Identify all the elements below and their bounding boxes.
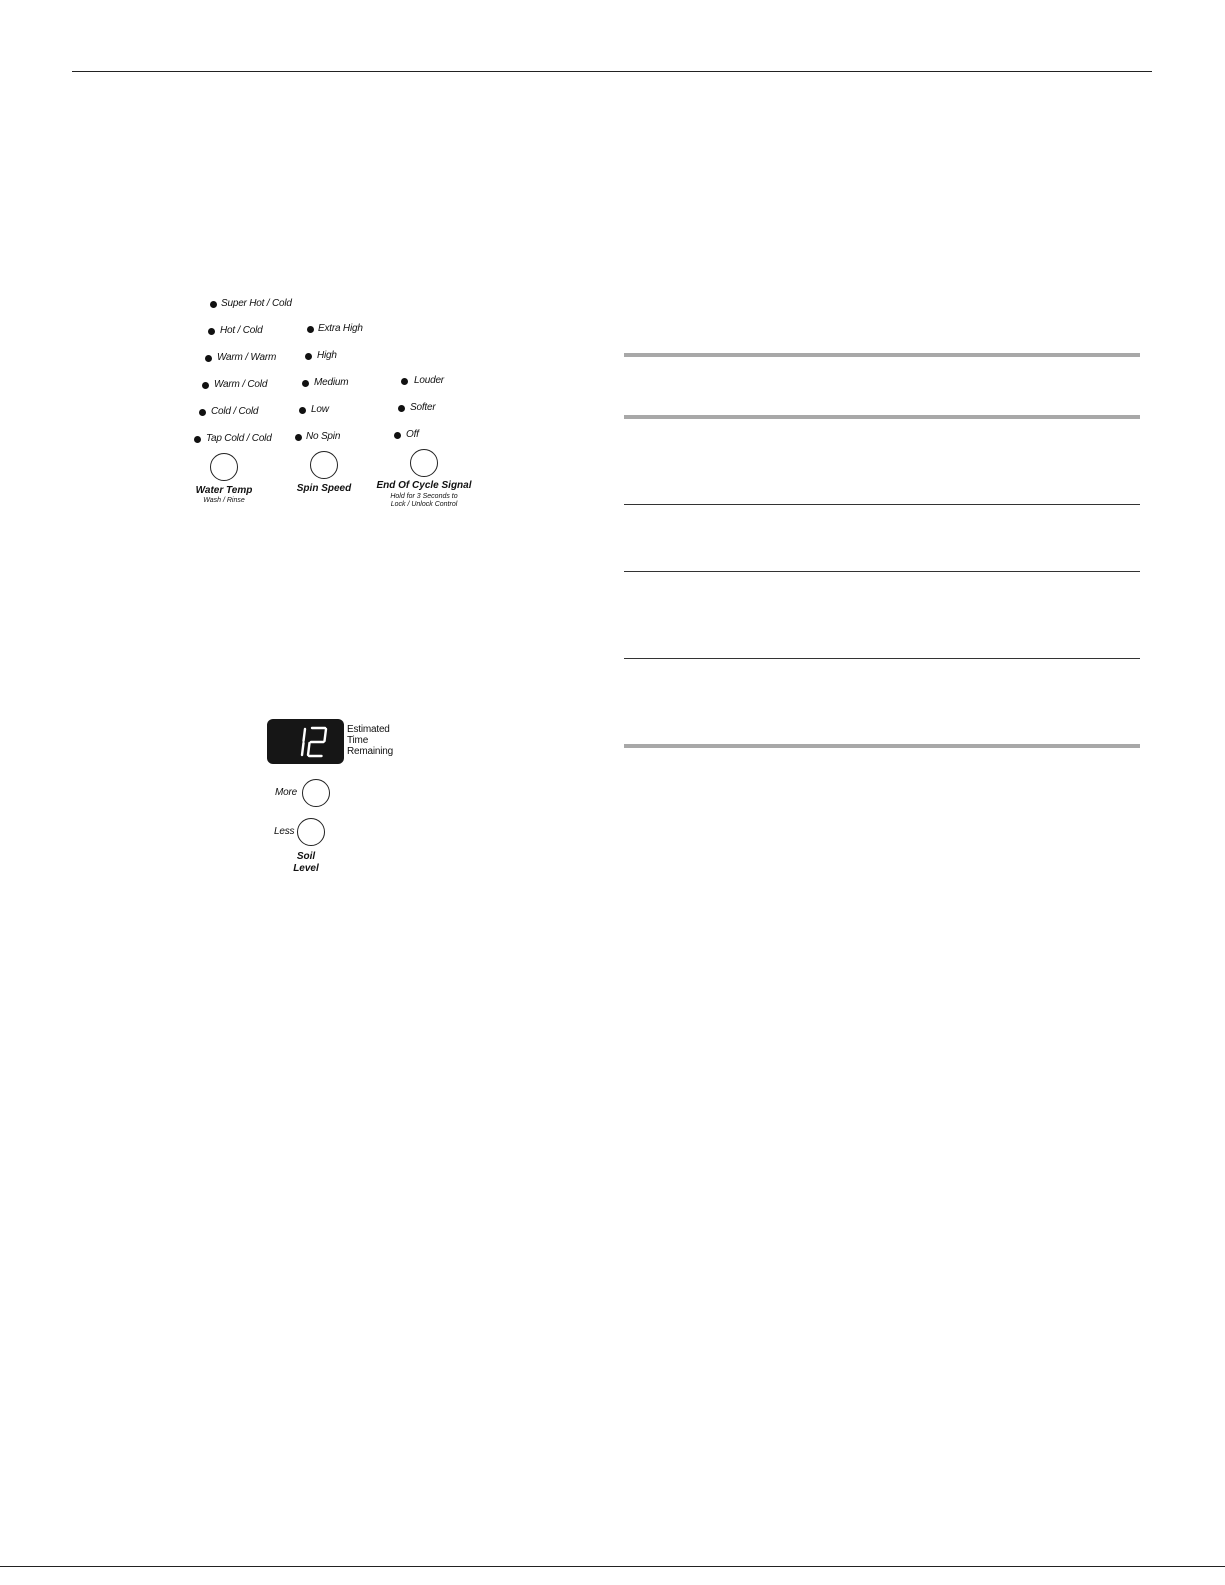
indicator-light	[307, 326, 314, 333]
top-rule	[72, 71, 1152, 72]
time-remaining-display	[267, 719, 344, 764]
segment	[325, 729, 327, 741]
table-row-rule	[624, 658, 1140, 659]
indicator-light	[210, 301, 217, 308]
water-temp-button[interactable]	[210, 453, 238, 481]
spin-speed-title: Spin Speed	[296, 483, 352, 494]
end-of-cycle-title: End Of Cycle Signal	[376, 480, 472, 491]
indicator-light	[194, 436, 201, 443]
water-temp-title: Water Temp	[195, 485, 253, 496]
end-of-cycle-option: Softer	[410, 402, 436, 413]
table-header-rule	[624, 415, 1140, 419]
end-of-cycle-option: Off	[406, 429, 419, 440]
indicator-light	[394, 432, 401, 439]
soil-less-label: Less	[274, 826, 295, 837]
spin-speed-option: No Spin	[306, 431, 341, 442]
bottom-rule	[0, 1566, 1225, 1567]
time-label: Time	[347, 735, 369, 746]
soil-more-button[interactable]	[302, 779, 330, 807]
soil-more-label: More	[275, 787, 297, 798]
indicator-light	[295, 434, 302, 441]
indicator-light	[202, 382, 209, 389]
end-of-cycle-signal-button[interactable]	[410, 449, 438, 477]
water-temp-option: Hot / Cold	[220, 325, 263, 336]
indicator-light	[199, 409, 206, 416]
table-bottom-rule	[624, 744, 1140, 748]
seven-segment-digits	[267, 719, 344, 764]
water-temp-option: Tap Cold / Cold	[206, 433, 272, 444]
table-top-rule	[624, 353, 1140, 357]
water-temp-subtitle: Wash / Rinse	[203, 497, 245, 504]
indicator-light	[305, 353, 312, 360]
indicator-light	[205, 355, 212, 362]
estimated-label: Estimated	[347, 724, 390, 735]
end-of-cycle-option: Louder	[414, 375, 444, 386]
spin-speed-option: Low	[311, 404, 329, 415]
remaining-label: Remaining	[347, 746, 394, 757]
end-of-cycle-subtitle-line1: Hold for 3 Seconds to	[390, 493, 458, 500]
indicator-light	[299, 407, 306, 414]
water-temp-option: Super Hot / Cold	[221, 298, 292, 309]
segment	[304, 729, 306, 741]
segment	[302, 743, 304, 755]
spin-speed-option: High	[317, 350, 337, 361]
water-temp-option: Cold / Cold	[211, 406, 259, 417]
spin-speed-button[interactable]	[310, 451, 338, 479]
water-temp-option: Warm / Warm	[217, 352, 277, 363]
water-temp-option: Warm / Cold	[214, 379, 268, 390]
indicator-light	[398, 405, 405, 412]
indicator-light	[208, 328, 215, 335]
indicator-light	[302, 380, 309, 387]
segment	[308, 743, 310, 755]
soil-less-button[interactable]	[297, 818, 325, 846]
table-row-rule	[624, 504, 1140, 505]
soil-level-title-line1: Soil	[296, 851, 316, 862]
soil-level-title-line2: Level	[293, 863, 319, 874]
end-of-cycle-subtitle-line2: Lock / Unlock Control	[390, 501, 458, 508]
indicator-light	[401, 378, 408, 385]
spin-speed-option: Extra High	[318, 323, 363, 334]
table-row-rule	[624, 571, 1140, 572]
spin-speed-option: Medium	[314, 377, 349, 388]
